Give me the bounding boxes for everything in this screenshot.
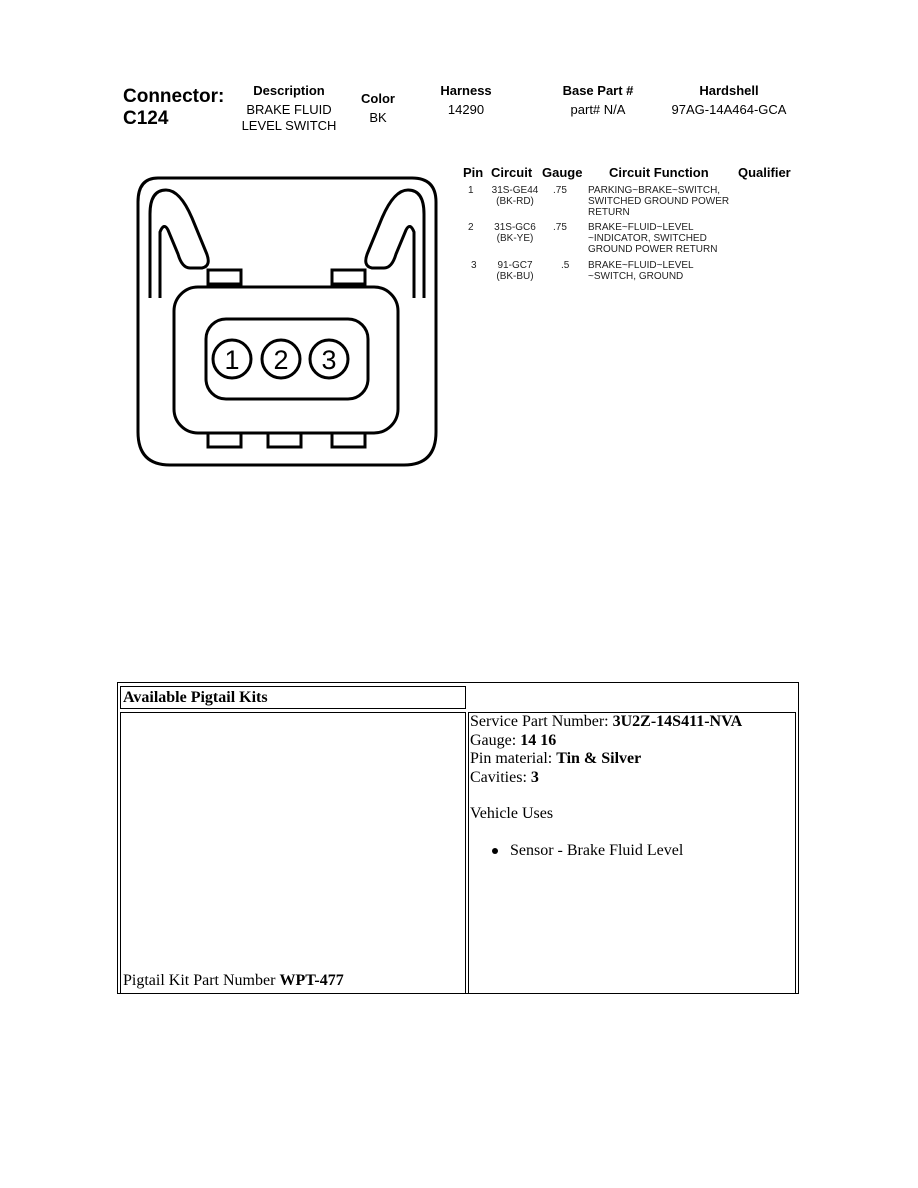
pin-row-1-function xyxy=(588,185,729,218)
top-tab-right xyxy=(332,270,365,284)
pin-row-2-gauge: .75 xyxy=(553,222,567,233)
connector-title xyxy=(123,86,224,130)
pin-row-1-function-line: RETURN xyxy=(588,207,630,218)
base-part-value: part# N/A xyxy=(570,102,626,117)
gauge-value: 14 16 xyxy=(520,731,557,749)
bottom-tab-right xyxy=(332,433,365,447)
pin-row-2-function-line: GROUND POWER RETURN xyxy=(588,244,718,255)
vehicle-uses-list xyxy=(470,842,792,861)
description-value xyxy=(229,102,349,134)
vehicle-uses-label: Vehicle Uses xyxy=(470,805,554,822)
color-header: Color xyxy=(361,91,395,106)
pin-row-3-circuit-color: (BK-BU) xyxy=(496,271,534,282)
pin-row-3-circuit xyxy=(482,260,548,282)
service-part-row xyxy=(470,713,792,732)
pin-row-1-function-line: PARKING~BRAKE~SWITCH, xyxy=(588,185,721,196)
description-header: Description xyxy=(253,83,325,98)
harness-header: Harness xyxy=(440,83,492,98)
vehicle-use-item xyxy=(492,842,792,861)
pigtail-kit-label: Pigtail Kit Part Number xyxy=(123,972,280,989)
circuit-col-header: Circuit xyxy=(491,165,533,180)
pin-row-2-circuit-id: 31S-GC6 xyxy=(494,222,536,233)
cavities-row xyxy=(470,769,792,788)
pin-row-3-gauge: .5 xyxy=(561,260,570,271)
pigtail-kit-number xyxy=(123,971,344,991)
pin-row-3-function-line: ~SWITCH, GROUND xyxy=(588,271,684,282)
pigtail-title: Available Pigtail Kits xyxy=(123,689,268,706)
gauge-label: Gauge: xyxy=(470,731,521,749)
gauge-col-header: Gauge xyxy=(542,165,583,180)
right-latch xyxy=(366,190,424,298)
pin-row-1-circuit-id: 31S-GE44 xyxy=(491,185,539,196)
connector-diagram xyxy=(130,170,450,475)
harness-value: 14290 xyxy=(447,102,485,117)
hardshell-value: 97AG-14A464-GCA xyxy=(671,102,787,117)
service-part-label: Service Part Number: xyxy=(470,713,613,730)
qualifier-col-header: Qualifier xyxy=(738,165,791,180)
circuit-function-col-header: Circuit Function xyxy=(609,165,709,180)
description-value-line1: BRAKE FLUID xyxy=(246,102,332,117)
pin-row-2-function xyxy=(588,222,717,255)
pin-row-1-circuit-color: (BK-RD) xyxy=(496,196,534,207)
pin-row-2-circuit-color: (BK-YE) xyxy=(496,233,534,244)
connector-housing-outline xyxy=(138,178,436,465)
pigtail-details xyxy=(470,713,792,860)
pin-row-3-pin: 3 xyxy=(471,260,477,271)
color-value: BK xyxy=(369,110,387,125)
connector-id: C124 xyxy=(123,108,169,129)
left-latch xyxy=(150,190,208,298)
bullet-icon xyxy=(492,848,498,854)
pin-row-2-pin: 2 xyxy=(468,222,474,233)
connector-label: Connector: xyxy=(123,86,225,107)
pin-row-1-pin: 1 xyxy=(468,185,474,196)
cavities-value: 3 xyxy=(530,768,539,786)
gauge-row xyxy=(470,732,792,751)
description-value-line2: LEVEL SWITCH xyxy=(241,118,337,133)
pin-material-value: Tin & Silver xyxy=(556,750,642,767)
pin-row-3-circuit-id: 91-GC7 xyxy=(497,260,533,271)
vehicle-use-text: Sensor - Brake Fluid Level xyxy=(510,841,684,859)
service-part-value: 3U2Z-14S411-NVA xyxy=(612,713,743,730)
pin-number-2: 2 xyxy=(273,345,289,375)
pin-col-header: Pin xyxy=(463,165,484,180)
pin-material-row xyxy=(470,750,792,769)
base-part-header: Base Part # xyxy=(562,83,634,98)
hardshell-header: Hardshell xyxy=(699,83,759,98)
pin-number-1: 1 xyxy=(224,345,240,375)
pin-row-2-function-line: ~INDICATOR, SWITCHED xyxy=(588,233,707,244)
pin-row-2-function-line: BRAKE~FLUID~LEVEL xyxy=(588,222,694,233)
pin-material-label: Pin material: xyxy=(470,750,557,767)
pin-row-1-gauge: .75 xyxy=(553,185,567,196)
pin-row-3-function-line: BRAKE~FLUID~LEVEL xyxy=(588,260,694,271)
pin-row-2-circuit xyxy=(482,222,548,244)
pin-row-1-circuit xyxy=(482,185,548,207)
pigtail-kit-value: WPT-477 xyxy=(279,972,344,989)
pigtail-kit-cell xyxy=(120,712,466,994)
pin-number-3: 3 xyxy=(321,345,337,375)
pin-row-3-function xyxy=(588,260,694,282)
bottom-tab-left xyxy=(208,433,241,447)
pin-row-1-function-line: SWITCHED GROUND POWER xyxy=(588,196,730,207)
pigtail-title-cell xyxy=(120,686,466,709)
cavities-label: Cavities: xyxy=(470,768,531,786)
top-tab-left xyxy=(208,270,241,284)
bottom-tab-middle xyxy=(268,433,301,447)
